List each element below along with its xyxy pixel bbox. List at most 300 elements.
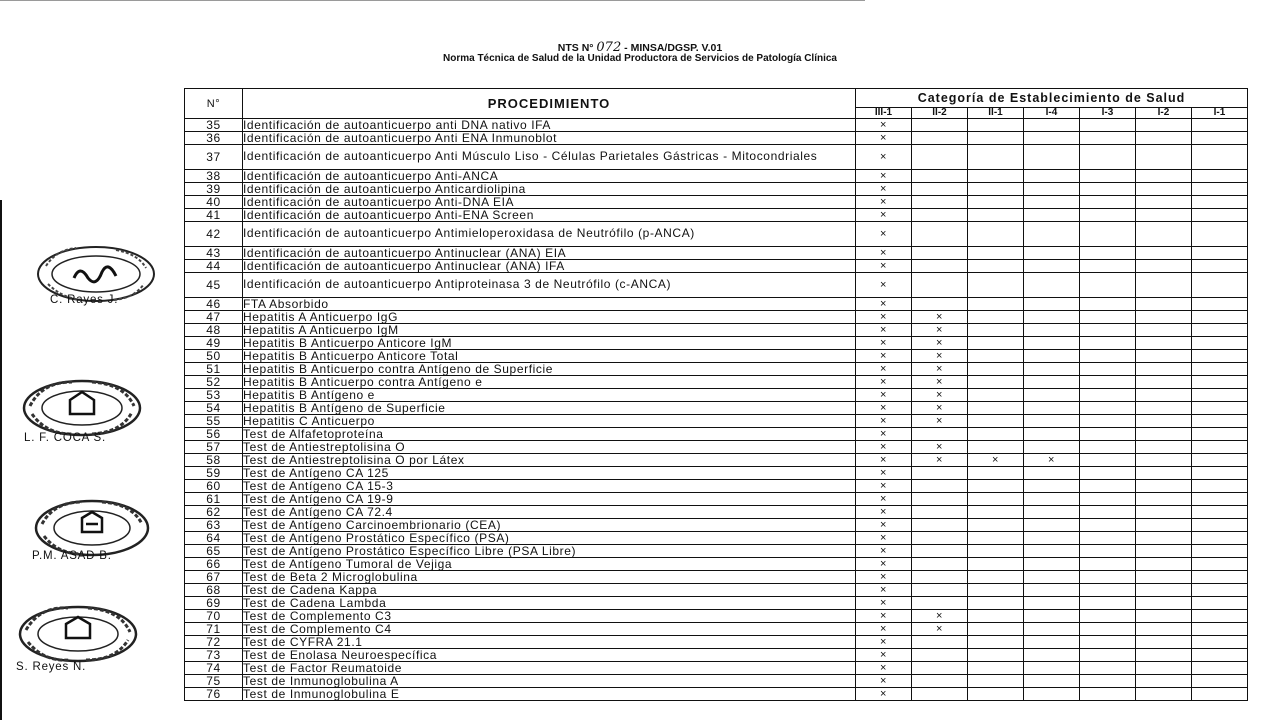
level-mark: × <box>912 623 968 636</box>
level-cell <box>968 506 1024 519</box>
level-mark: × <box>912 376 968 389</box>
level-mark: × <box>912 402 968 415</box>
row-number: 64 <box>185 532 243 545</box>
level-mark: × <box>912 454 968 467</box>
level-cell <box>968 467 1024 480</box>
level-cell <box>1136 389 1192 402</box>
level-cell <box>1192 584 1248 597</box>
level-cell <box>968 311 1024 324</box>
procedure-name: Hepatitis A Anticuerpo IgG <box>243 311 856 324</box>
level-mark: × <box>856 350 912 363</box>
table-row <box>185 571 1248 584</box>
row-number: 65 <box>185 545 243 558</box>
level-header: III-1 <box>856 108 912 119</box>
level-mark: × <box>856 558 912 571</box>
table-row <box>185 260 1248 273</box>
signature-name-4: S. Reyes N. <box>16 661 87 673</box>
level-cell <box>912 688 968 701</box>
level-mark: × <box>856 545 912 558</box>
level-cell <box>1080 597 1136 610</box>
table-row <box>185 662 1248 675</box>
level-cell <box>1192 311 1248 324</box>
level-mark: × <box>856 402 912 415</box>
level-cell <box>1080 145 1136 170</box>
procedure-name: Test de Alfafetoproteína <box>243 428 856 441</box>
level-cell <box>912 532 968 545</box>
level-cell <box>968 389 1024 402</box>
level-cell <box>1192 145 1248 170</box>
level-mark: × <box>856 636 912 649</box>
level-cell <box>1136 273 1192 298</box>
level-header: II-1 <box>968 108 1024 119</box>
table-row <box>185 196 1248 209</box>
level-cell <box>1080 196 1136 209</box>
procedure-name: Test de Factor Reumatoide <box>243 662 856 675</box>
level-cell <box>1136 493 1192 506</box>
level-cell <box>968 145 1024 170</box>
level-cell <box>912 183 968 196</box>
level-cell <box>968 519 1024 532</box>
level-cell <box>1080 376 1136 389</box>
row-number: 71 <box>185 623 243 636</box>
level-cell <box>1136 532 1192 545</box>
level-cell <box>1192 376 1248 389</box>
level-cell <box>912 260 968 273</box>
level-cell <box>968 363 1024 376</box>
table-row <box>185 454 1248 467</box>
level-cell <box>968 183 1024 196</box>
level-cell <box>968 441 1024 454</box>
level-cell <box>1136 183 1192 196</box>
table-row <box>185 623 1248 636</box>
row-number: 44 <box>185 260 243 273</box>
level-cell <box>1192 623 1248 636</box>
table-row <box>185 597 1248 610</box>
level-cell <box>1192 247 1248 260</box>
row-number: 38 <box>185 170 243 183</box>
table-row <box>185 506 1248 519</box>
level-cell <box>1192 273 1248 298</box>
level-cell <box>1080 428 1136 441</box>
procedure-name: Test de Antígeno CA 125 <box>243 467 856 480</box>
level-cell <box>1080 662 1136 675</box>
procedure-name: Hepatitis B Antígeno de Superficie <box>243 402 856 415</box>
level-cell <box>1136 506 1192 519</box>
procedure-name: Test de Cadena Lambda <box>243 597 856 610</box>
level-cell <box>1080 649 1136 662</box>
procedure-name: Test de Antiestreptolisina O por Látex <box>243 454 856 467</box>
level-cell <box>912 506 968 519</box>
level-cell <box>968 623 1024 636</box>
level-mark: × <box>856 688 912 701</box>
level-cell <box>1024 584 1080 597</box>
level-cell <box>1192 454 1248 467</box>
level-cell <box>968 493 1024 506</box>
table-row <box>185 402 1248 415</box>
procedure-name: Test de Antígeno CA 15-3 <box>243 480 856 493</box>
procedure-name: Identificación de autoanticuerpo Antinuclear (ANA) EIA <box>243 247 856 260</box>
level-cell <box>912 636 968 649</box>
level-cell <box>1080 337 1136 350</box>
level-cell <box>1192 441 1248 454</box>
code-prefix: NTS N° <box>557 42 594 54</box>
level-mark: × <box>856 311 912 324</box>
level-cell <box>1024 480 1080 493</box>
level-cell <box>968 480 1024 493</box>
level-cell <box>1024 467 1080 480</box>
row-number: 59 <box>185 467 243 480</box>
table-row <box>185 467 1248 480</box>
procedure-name: Test de Cadena Kappa <box>243 584 856 597</box>
table-row <box>185 376 1248 389</box>
level-mark: × <box>912 441 968 454</box>
level-cell <box>1024 519 1080 532</box>
level-cell <box>1136 376 1192 389</box>
procedure-name: Test de Inmunoglobulina A <box>243 675 856 688</box>
document-subtitle: Norma Técnica de Salud de la Unidad Productora de Servicios de Patología Clínica <box>443 53 837 64</box>
row-number: 37 <box>185 145 243 170</box>
level-cell <box>1192 337 1248 350</box>
level-cell <box>1024 247 1080 260</box>
table-row <box>185 363 1248 376</box>
level-cell <box>968 649 1024 662</box>
level-cell <box>1136 415 1192 428</box>
row-number: 75 <box>185 675 243 688</box>
level-cell <box>1192 415 1248 428</box>
level-cell <box>1024 402 1080 415</box>
table-row <box>185 584 1248 597</box>
level-cell <box>968 545 1024 558</box>
level-cell <box>1192 688 1248 701</box>
level-cell <box>1024 623 1080 636</box>
level-mark: × <box>856 675 912 688</box>
level-header: I-4 <box>1024 108 1080 119</box>
level-mark: × <box>856 454 912 467</box>
level-mark: × <box>856 222 912 247</box>
top-rule <box>0 0 865 1</box>
row-number: 56 <box>185 428 243 441</box>
level-cell <box>1136 170 1192 183</box>
level-cell <box>1136 623 1192 636</box>
row-number: 42 <box>185 222 243 247</box>
level-cell <box>968 247 1024 260</box>
level-cell <box>1024 363 1080 376</box>
level-cell <box>1024 337 1080 350</box>
table-row <box>185 350 1248 363</box>
level-cell <box>1192 196 1248 209</box>
row-number: 62 <box>185 506 243 519</box>
table-row <box>185 415 1248 428</box>
level-cell <box>1192 209 1248 222</box>
table-row <box>185 337 1248 350</box>
level-cell <box>968 273 1024 298</box>
level-cell <box>912 545 968 558</box>
level-cell <box>1080 402 1136 415</box>
level-cell <box>1136 402 1192 415</box>
level-mark: × <box>856 298 912 311</box>
level-cell <box>912 558 968 571</box>
level-mark: × <box>856 145 912 170</box>
level-cell <box>1080 222 1136 247</box>
level-mark: × <box>856 273 912 298</box>
level-cell <box>1192 506 1248 519</box>
level-mark: × <box>856 196 912 209</box>
level-cell <box>1136 222 1192 247</box>
level-cell <box>912 597 968 610</box>
row-number: 36 <box>185 132 243 145</box>
level-cell <box>1136 196 1192 209</box>
table-row <box>185 688 1248 701</box>
level-cell <box>1080 545 1136 558</box>
procedure-name: Test de Beta 2 Microglobulina <box>243 571 856 584</box>
level-cell <box>1080 623 1136 636</box>
level-cell <box>1136 132 1192 145</box>
level-mark: × <box>856 415 912 428</box>
level-cell <box>1136 649 1192 662</box>
level-cell <box>968 610 1024 623</box>
table-row <box>185 324 1248 337</box>
table-row <box>185 610 1248 623</box>
level-cell <box>1192 493 1248 506</box>
procedure-name: Hepatitis B Anticuerpo contra Antígeno de Superficie <box>243 363 856 376</box>
col-procedure-header: PROCEDIMIENTO <box>243 89 856 119</box>
procedure-name: Test de Inmunoglobulina E <box>243 688 856 701</box>
level-cell <box>1080 324 1136 337</box>
level-cell <box>1024 688 1080 701</box>
level-mark: × <box>856 441 912 454</box>
level-cell <box>1136 597 1192 610</box>
level-mark: × <box>912 311 968 324</box>
level-cell <box>1192 675 1248 688</box>
level-mark: × <box>856 649 912 662</box>
level-cell <box>1024 558 1080 571</box>
level-cell <box>968 571 1024 584</box>
procedure-name: Identificación de autoanticuerpo Antinuclear (ANA) IFA <box>243 260 856 273</box>
level-cell <box>1192 170 1248 183</box>
level-mark: × <box>856 376 912 389</box>
level-cell <box>1080 260 1136 273</box>
level-cell <box>1024 675 1080 688</box>
table-row <box>185 170 1248 183</box>
level-cell <box>968 662 1024 675</box>
col-number-header: N° <box>185 89 243 119</box>
level-cell <box>1024 441 1080 454</box>
row-number: 69 <box>185 597 243 610</box>
level-cell <box>1192 350 1248 363</box>
level-cell <box>1136 480 1192 493</box>
level-cell <box>1024 273 1080 298</box>
level-mark: × <box>856 363 912 376</box>
level-cell <box>1080 532 1136 545</box>
level-cell <box>912 222 968 247</box>
level-cell <box>968 260 1024 273</box>
procedure-name: Test de Enolasa Neuroespecífica <box>243 649 856 662</box>
level-mark: × <box>856 584 912 597</box>
procedure-name: Test de Complemento C3 <box>243 610 856 623</box>
row-number: 66 <box>185 558 243 571</box>
level-cell <box>1080 183 1136 196</box>
table-row <box>185 480 1248 493</box>
level-cell <box>912 298 968 311</box>
level-cell <box>1080 415 1136 428</box>
level-cell <box>968 597 1024 610</box>
level-cell <box>1136 636 1192 649</box>
row-number: 58 <box>185 454 243 467</box>
table-row <box>185 311 1248 324</box>
level-cell <box>1080 247 1136 260</box>
level-cell <box>912 519 968 532</box>
level-cell <box>912 675 968 688</box>
level-mark: × <box>856 337 912 350</box>
level-mark: × <box>856 506 912 519</box>
level-cell <box>1136 675 1192 688</box>
col-category-header: Categoría de Establecimiento de Salud <box>856 89 1248 108</box>
signature-name-3: P.M. ASAD B. <box>32 550 112 562</box>
level-mark: × <box>856 132 912 145</box>
procedure-name: Identificación de autoanticuerpo anti DNA nativo IFA <box>243 119 856 132</box>
table-row <box>185 545 1248 558</box>
table-row <box>185 649 1248 662</box>
level-cell <box>1080 170 1136 183</box>
level-mark: × <box>856 170 912 183</box>
level-cell <box>1024 145 1080 170</box>
seal-stamp-2 <box>20 378 144 438</box>
row-number: 54 <box>185 402 243 415</box>
level-cell <box>1136 324 1192 337</box>
level-cell <box>1080 675 1136 688</box>
level-cell <box>1080 363 1136 376</box>
level-cell <box>1024 260 1080 273</box>
table-row <box>185 636 1248 649</box>
level-cell <box>912 467 968 480</box>
table-row <box>185 132 1248 145</box>
level-cell <box>1192 610 1248 623</box>
level-cell <box>968 350 1024 363</box>
level-mark: × <box>912 610 968 623</box>
level-cell <box>912 145 968 170</box>
level-mark: × <box>856 389 912 402</box>
level-cell <box>968 298 1024 311</box>
level-cell <box>1192 389 1248 402</box>
table-row <box>185 532 1248 545</box>
row-number: 49 <box>185 337 243 350</box>
procedure-name: Test de Antígeno Carcinoembrionario (CEA) <box>243 519 856 532</box>
procedure-name: Test de Antiestreptolisina O <box>243 441 856 454</box>
level-cell <box>1080 558 1136 571</box>
row-number: 76 <box>185 688 243 701</box>
procedure-name: Test de Antígeno CA 19-9 <box>243 493 856 506</box>
level-cell <box>1192 260 1248 273</box>
level-cell <box>1080 688 1136 701</box>
level-cell <box>1024 610 1080 623</box>
row-number: 63 <box>185 519 243 532</box>
row-number: 61 <box>185 493 243 506</box>
level-cell <box>1192 132 1248 145</box>
level-cell <box>1192 222 1248 247</box>
level-cell <box>968 132 1024 145</box>
table-row <box>185 247 1248 260</box>
level-mark: × <box>856 623 912 636</box>
level-cell <box>1080 311 1136 324</box>
level-cell <box>1136 298 1192 311</box>
table-row <box>185 441 1248 454</box>
level-cell <box>1024 350 1080 363</box>
level-cell <box>912 170 968 183</box>
level-header: I-3 <box>1080 108 1136 119</box>
row-number: 60 <box>185 480 243 493</box>
level-mark: × <box>856 610 912 623</box>
row-number: 67 <box>185 571 243 584</box>
row-number: 35 <box>185 119 243 132</box>
level-cell <box>1136 247 1192 260</box>
table-row <box>185 222 1248 247</box>
level-cell <box>1024 649 1080 662</box>
row-number: 47 <box>185 311 243 324</box>
level-cell <box>1192 532 1248 545</box>
procedure-name: Test de CYFRA 21.1 <box>243 636 856 649</box>
level-cell <box>912 247 968 260</box>
level-mark: × <box>856 209 912 222</box>
level-cell <box>968 170 1024 183</box>
level-mark: × <box>912 415 968 428</box>
level-cell <box>912 428 968 441</box>
table-row <box>185 298 1248 311</box>
level-cell <box>968 376 1024 389</box>
level-cell <box>1024 493 1080 506</box>
level-mark: × <box>856 119 912 132</box>
level-cell <box>1136 454 1192 467</box>
level-cell <box>1024 428 1080 441</box>
level-cell <box>1192 597 1248 610</box>
level-mark: × <box>856 480 912 493</box>
procedure-name: Identificación de autoanticuerpo Anti ENA Inmunoblot <box>243 132 856 145</box>
table-row <box>185 519 1248 532</box>
row-number: 73 <box>185 649 243 662</box>
level-cell <box>1024 376 1080 389</box>
procedure-name: FTA Absorbido <box>243 298 856 311</box>
procedure-name: Hepatitis B Antígeno e <box>243 389 856 402</box>
level-mark: × <box>856 260 912 273</box>
procedure-name: Test de Antígeno Prostático Específico Libre (PSA Libre) <box>243 545 856 558</box>
row-number: 39 <box>185 183 243 196</box>
level-cell <box>1080 132 1136 145</box>
level-cell <box>1024 311 1080 324</box>
scan-edge <box>0 200 2 720</box>
level-cell <box>1024 545 1080 558</box>
procedure-name: Test de Complemento C4 <box>243 623 856 636</box>
level-cell <box>968 119 1024 132</box>
table-row <box>185 428 1248 441</box>
level-cell <box>1080 454 1136 467</box>
level-cell <box>1136 688 1192 701</box>
handwritten-number: 072 <box>596 40 622 55</box>
table-body <box>185 119 1248 701</box>
level-cell <box>912 571 968 584</box>
level-cell <box>1136 441 1192 454</box>
level-header: I-1 <box>1192 108 1248 119</box>
row-number: 53 <box>185 389 243 402</box>
level-cell <box>1024 415 1080 428</box>
procedure-name: Hepatitis B Anticuerpo Anticore Total <box>243 350 856 363</box>
level-cell <box>1024 389 1080 402</box>
level-cell <box>1192 428 1248 441</box>
level-cell <box>1136 558 1192 571</box>
level-cell <box>1136 209 1192 222</box>
level-mark: × <box>856 467 912 480</box>
row-number: 48 <box>185 324 243 337</box>
level-cell <box>968 636 1024 649</box>
level-cell <box>1024 571 1080 584</box>
